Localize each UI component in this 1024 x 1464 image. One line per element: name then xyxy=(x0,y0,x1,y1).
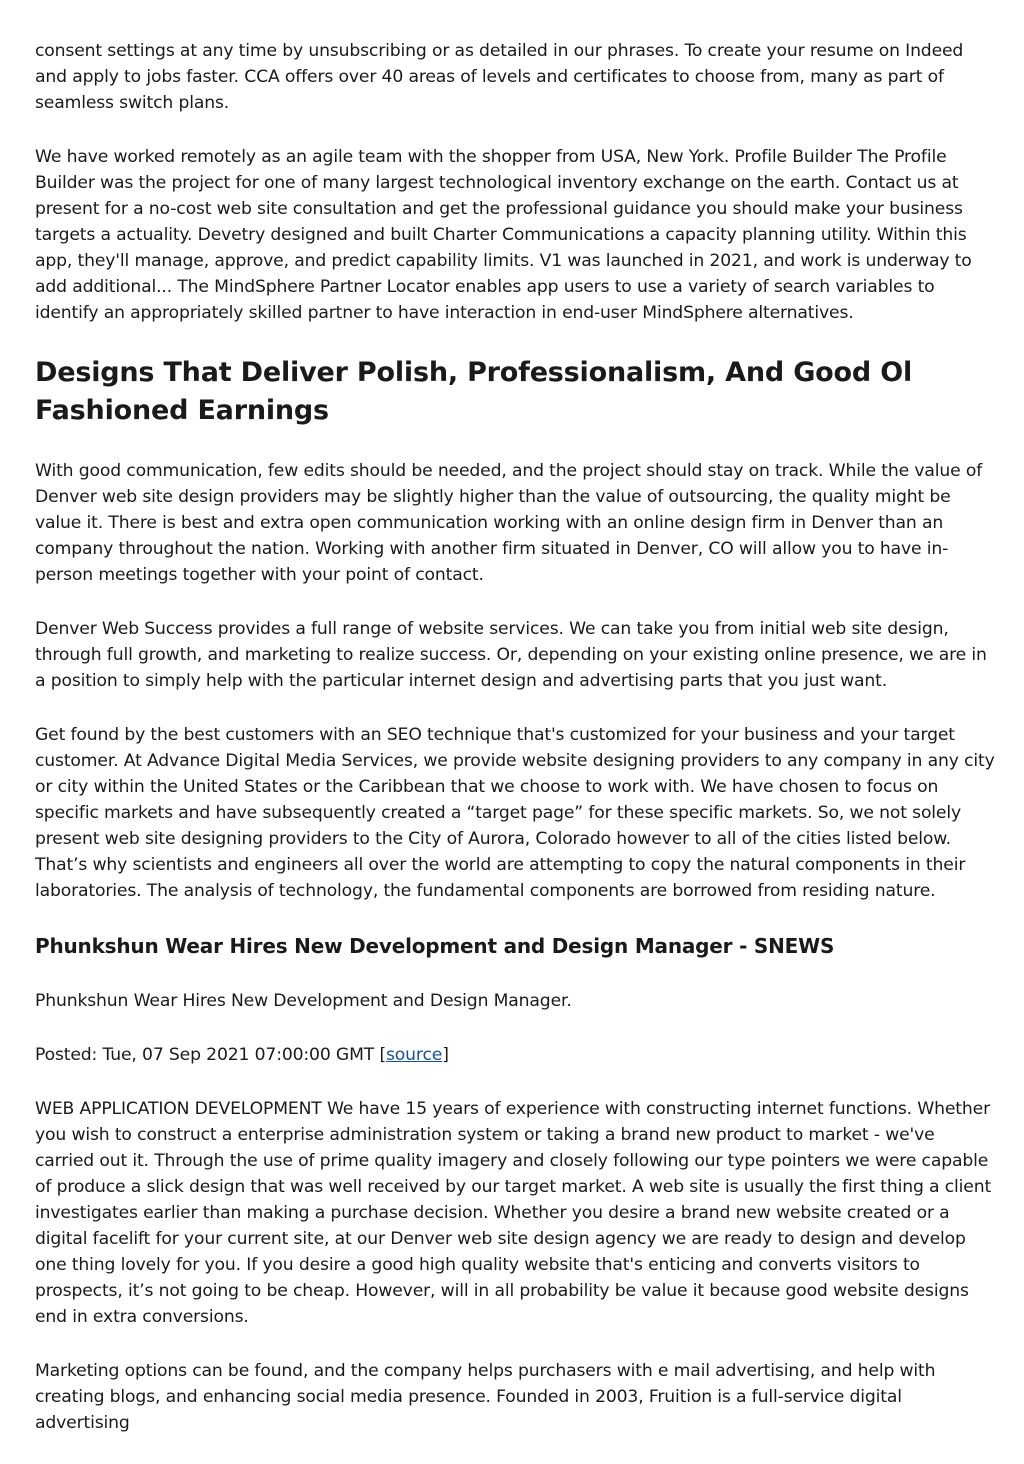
paragraph-web-success: Denver Web Success provides a full range of website services. We can take you from initial web site design, through full growth, and marketing to realize success. Or, depending on your existing online presence, we are in a position to simply help with the particular internet design and advertising parts that you just want. xyxy=(35,619,987,691)
section-heading-designs: Designs That Deliver Polish, Professionalism, And Good Ol Fashioned Earnings xyxy=(35,357,913,426)
paragraph-web-app-dev: WEB APPLICATION DEVELOPMENT We have 15 years of experience with constructing internet functions. Whether you wish to construct a enterprise administration system or taking a brand new product to market - we've carried out it. Through the use of prime quality imagery and closely following our type pointers we were capable of produce a slick design that was well received by our target market. A web site is usually the first thing a client investigates earlier than making a purchase decision. Whether you desire a brand new website created or a digital facelift for your current site, at our Denver web site design agency we are ready to design and develop one thing lovely for you. If you desire a good high quality website that's enticing and converts visitors to prospects, it’s not going to be cheap. However, will in all probability be value it because good website designs end in extra conversions. xyxy=(35,1099,992,1327)
paragraph-agile-team: We have worked remotely as an agile team with the shopper from USA, New York. Profile Builder The Profile Builder was the project for one of many largest technological inventory exchange on the earth. Contact us at present for a no-cost web site consultation and get the professional guidance you should make your business targets a actuality. Devetry designed and built Charter Communications a capacity planning utility. Within this app, they'll manage, approve, and predict capability limits. V1 was launched in 2021, and work is underway to add additional... The MindSphere Partner Locator enables app users to use a variety of search variables to identify an appropriately skilled partner to have interaction in end-user MindSphere alternatives. xyxy=(35,147,972,323)
paragraph-marketing-options: Marketing options can be found, and the company helps purchasers with e mail advertising, and help with creating blogs, and enhancing social media presence. Founded in 2003, Fruition is a full-service digital advertising xyxy=(35,1361,936,1433)
paragraph-communication: With good communication, few edits should be needed, and the project should stay on track. While the value of Denver web site design providers may be slightly higher than the value of outsourcing, the quality might be value it. There is best and extra open communication working with an online design firm in Denver than an company throughout the nation. Working with another firm situated in Denver, CO will allow you to have in-person meetings together with your point of contact. xyxy=(35,461,983,585)
posted-line xyxy=(35,1042,995,1068)
paragraph-consent: consent settings at any time by unsubscribing or as detailed in our phrases. To create your resume on Indeed and apply to jobs faster. CCA offers over 40 areas of levels and certificates to choose from, many as part of seamless switch plans. xyxy=(35,41,964,113)
news-heading-phunkshun: Phunkshun Wear Hires New Development and Design Manager - SNEWS xyxy=(35,934,835,958)
article-body xyxy=(35,38,995,1464)
source-link[interactable]: source xyxy=(386,1045,443,1065)
paragraph-seo: Get found by the best customers with an SEO technique that's customized for your business and your target customer. At Advance Digital Media Services, we provide website designing providers to any company in any city or city within the United States or the Caribbean that we choose to work with. We have chosen to focus on specific markets and have subsequently created a “target page” for these specific markets. So, we not solely present web site designing providers to the City of Aurora, Colorado however to all of the cities listed below. That’s why scientists and engineers all over the world are attempting to copy the natural components in their laboratories. The analysis of technology, the fundamental components are borrowed from residing nature. xyxy=(35,725,995,901)
posted-date: Posted: Tue, 07 Sep 2021 07:00:00 GMT [ xyxy=(35,1045,386,1065)
paragraph-news-summary: Phunkshun Wear Hires New Development and Design Manager. xyxy=(35,991,572,1011)
posted-bracket-close: ] xyxy=(442,1045,449,1065)
